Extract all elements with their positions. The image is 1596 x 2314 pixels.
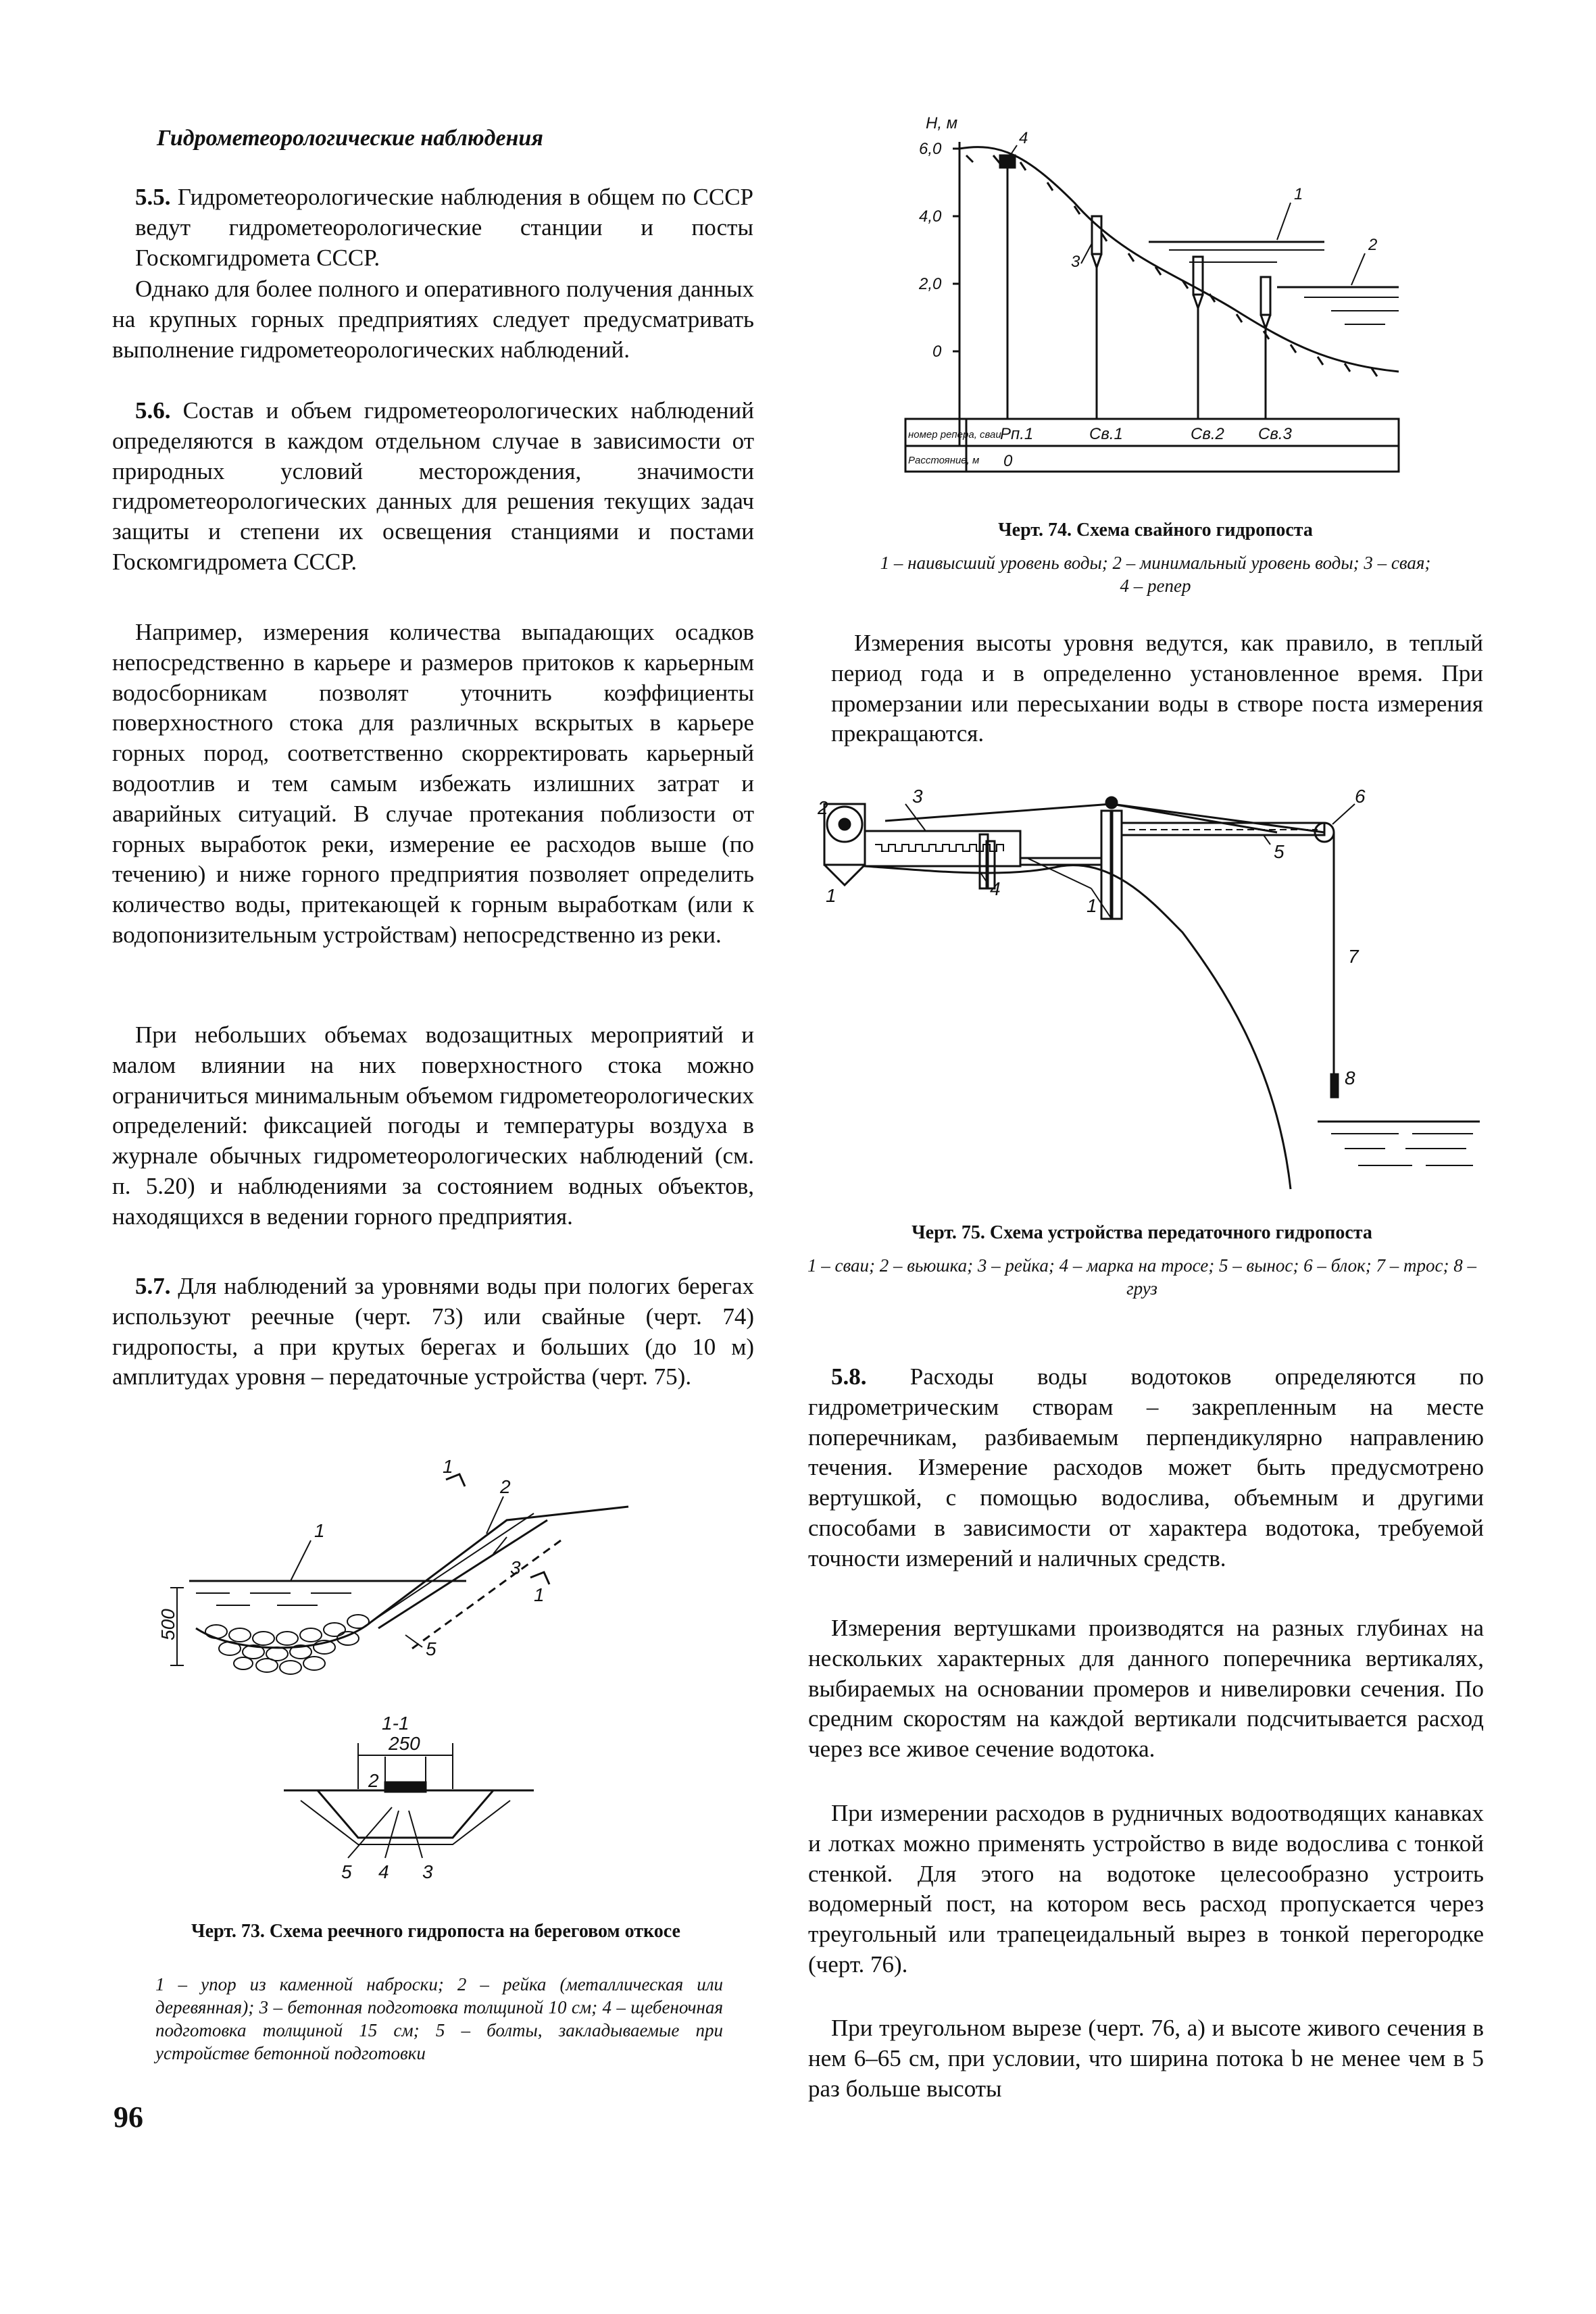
fig75-label-5: 5 (1274, 841, 1285, 862)
fig73-section-label: 1-1 (382, 1713, 409, 1734)
paragraph-5-8 (808, 1362, 1484, 1574)
paragraph-text: Расходы воды водотоков определяются по гидрометрическим створам – закрепленным на месте поперечникам, разбиваемым перпендикулярно направлению течения. Измерение расходов может быть предусмотрено вертушкой, с помощью водослива, объемным и другими способами в зависимости от характера водотока, требуемой точности измерений и наличных средств. (808, 1363, 1484, 1571)
fig73-label-5: 5 (426, 1638, 437, 1659)
fig73-sec-label-2: 2 (368, 1770, 379, 1791)
fig74-label-3: 3 (1071, 253, 1080, 271)
paragraph-number: 5.8. (831, 1363, 867, 1390)
paragraph-5-5 (135, 182, 753, 273)
fig75-label-2: 2 (818, 797, 828, 818)
figure-73-caption-title: Черт. 73. Схема реечного гидропоста на береговом откосе (191, 1921, 680, 1942)
fig75-label-7: 7 (1348, 946, 1359, 967)
fig75-label-1b: 1 (1087, 895, 1097, 916)
paragraph: Измерения вертушками производятся на разных глубинах на нескольких характерных для данного поперечника вертикалях, выбираемых на основании промеров и нивелировки сечения. По средним скоростям на каждой вертикали подсчитывается расход через все живое сечение водотока. (808, 1615, 1484, 1763)
paragraph-5-7 (112, 1272, 754, 1392)
fig74-rp1: Рп.1 (1000, 425, 1034, 443)
paragraph: Например, измерения количества выпадающих осадков непосредственно в карьере и размеров притоков к карьерным водосборникам позволят уточнить коэффициенты поверхностного стока для различных вскрытых в карьере горных пород, соответственно скорректировать карьерный водоотлив и тем самым избежать излишних затрат и аварийных ситуаций. В случае протекания поблизости от горных выработок реки, измерение ее расходов выше (по течению) и ниже горного предприятия позволяет определить количество воды, притекающей к горным выработкам (или к водопонизительным устройствам) непосредственно из реки. (112, 619, 754, 948)
fig73-sec-label-5: 5 (341, 1861, 352, 1882)
fig75-label-4: 4 (990, 878, 1001, 899)
figure-73-caption-legend: 1 – упор из каменной наброски; 2 – рейка (металлическая или деревянная); 3 – бетонная подготовка толщиной 10 см; 4 – щебеночная подготовка толщиной 15 см; 5 – болты, закладываемые при устройстве бетонной подготовки (155, 1974, 723, 2063)
paragraph: При небольших объемах водозащитных мероприятий и малом влиянии на них поверхностного стока можно ограничиться минимальным объемом гидрометеорологических определений: фиксацией погоды и температуры воздуха в журнале обычных гидрометеорологических наблюдений (см. п. 5.20) и наблюдениями за состоянием водных объектов, находящихся в ведении горного предприятия. (112, 1022, 754, 1230)
figure-74-caption-title: Черт. 74. Схема свайного гидропоста (998, 520, 1313, 540)
fig73-label-1: 1 (314, 1520, 325, 1541)
figure-74-drawing (899, 108, 1412, 513)
figure-74-caption-legend: 1 – наивысший уровень воды; 2 – минимальный уровень воды; 3 – свая; 4 – репер (880, 553, 1431, 596)
paragraph-text: Состав и объем гидрометеорологических наблюдений определяются в каждом отдельном случае в зависимости от природных условий месторождения, значимости гидрометеорологических данных для решения текущих задач защиты и степени их освещения станциями и постами Госкомгидромета СССР. (112, 397, 755, 575)
fig74-dist-0: 0 (1003, 452, 1013, 470)
paragraph-number: 5.6. (135, 397, 171, 424)
fig74-label-2: 2 (1368, 236, 1378, 254)
fig73-sec-label-3: 3 (422, 1861, 433, 1882)
fig74-sv3: Св.3 (1258, 425, 1292, 443)
paragraph-text: Гидрометеорологические наблюдения в общем по СССР ведут гидрометеорологические станции и посты Госкомгидромета СССР. (135, 184, 754, 271)
fig73-label-3: 3 (510, 1557, 521, 1578)
fig74-y-2: 2,0 (919, 275, 942, 293)
fig74-y-0: 0 (932, 343, 942, 361)
paragraph-number: 5.7. (135, 1273, 171, 1299)
page-number: 96 (114, 2101, 143, 2134)
fig73-dim-500: 500 (157, 1609, 178, 1640)
fig73-cut-left: 1 (443, 1456, 453, 1477)
paragraph-number: 5.5. (135, 184, 171, 210)
fig74-sv2: Св.2 (1191, 425, 1224, 443)
fig75-label-1a: 1 (826, 885, 837, 906)
paragraph: Однако для более полного и оперативного получения данных на крупных горных предприятиях следует предусматривать выполнение гидрометеорологических наблюдений. (112, 276, 754, 363)
fig73-dim-250: 250 (389, 1733, 420, 1754)
fig74-y-6: 6,0 (919, 140, 942, 158)
paragraph: Измерения высоты уровня ведутся, как правило, в теплый период года и в определенно установленное время. При промерзании или пересыхании воды в створе поста измерения прекращаются. (831, 630, 1483, 747)
fig73-label-2: 2 (500, 1476, 511, 1497)
fig74-row1-head: номер репера, сваи (908, 429, 1001, 441)
paragraph-5-6 (112, 396, 754, 578)
fig74-label-1: 1 (1294, 185, 1303, 203)
fig73-cut-right: 1 (534, 1584, 545, 1605)
fig74-label-4: 4 (1019, 129, 1028, 147)
fig75-label-3: 3 (912, 786, 923, 807)
fig74-row2-head: Расстояние, м (908, 455, 980, 466)
fig75-label-6: 6 (1355, 786, 1366, 807)
fig74-y-4: 4,0 (919, 207, 942, 226)
figure-73-drawing (155, 1432, 709, 1919)
figure-75-caption-legend: 1 – сваи; 2 – вьюшка; 3 – рейка; 4 – марка на тросе; 5 – вынос; 6 – блок; 7 – трос; 8 – груз (807, 1255, 1476, 1299)
figure-75-drawing (804, 784, 1480, 1203)
paragraph: При измерении расходов в рудничных водоотводящих канавках и лотках можно применять устройство в виде водослива с тонкой стенкой. Для этого на водотоке целесообразно устроить водомерный пост, на котором весь расход пропускается через треугольный или трапецеидальный вырез в тонкой перегородке (черт. 76). (808, 1800, 1484, 1978)
fig73-sec-label-4: 4 (378, 1861, 389, 1882)
fig74-sv1: Св.1 (1089, 425, 1123, 443)
paragraph: При треугольном вырезе (черт. 76, а) и высоте живого сечения в нем 6–65 см, при условии, что ширина потока b не менее чем в 5 раз больше высоты (808, 2015, 1484, 2102)
fig75-label-8: 8 (1345, 1067, 1355, 1088)
fig74-axis-label: Н, м (926, 114, 958, 132)
section-heading: Гидрометеорологические наблюдения (157, 126, 543, 151)
figure-75-caption-title: Черт. 75. Схема устройства передаточного гидропоста (912, 1222, 1372, 1243)
paragraph-text: Для наблюдений за уровнями воды при пологих берегах используют реечные (черт. 73) или свайные (черт. 74) гидропосты, а при крутых берегах и больших (до 10 м) амплитудах уровня – передаточные устройства (черт. 75). (112, 1273, 755, 1390)
